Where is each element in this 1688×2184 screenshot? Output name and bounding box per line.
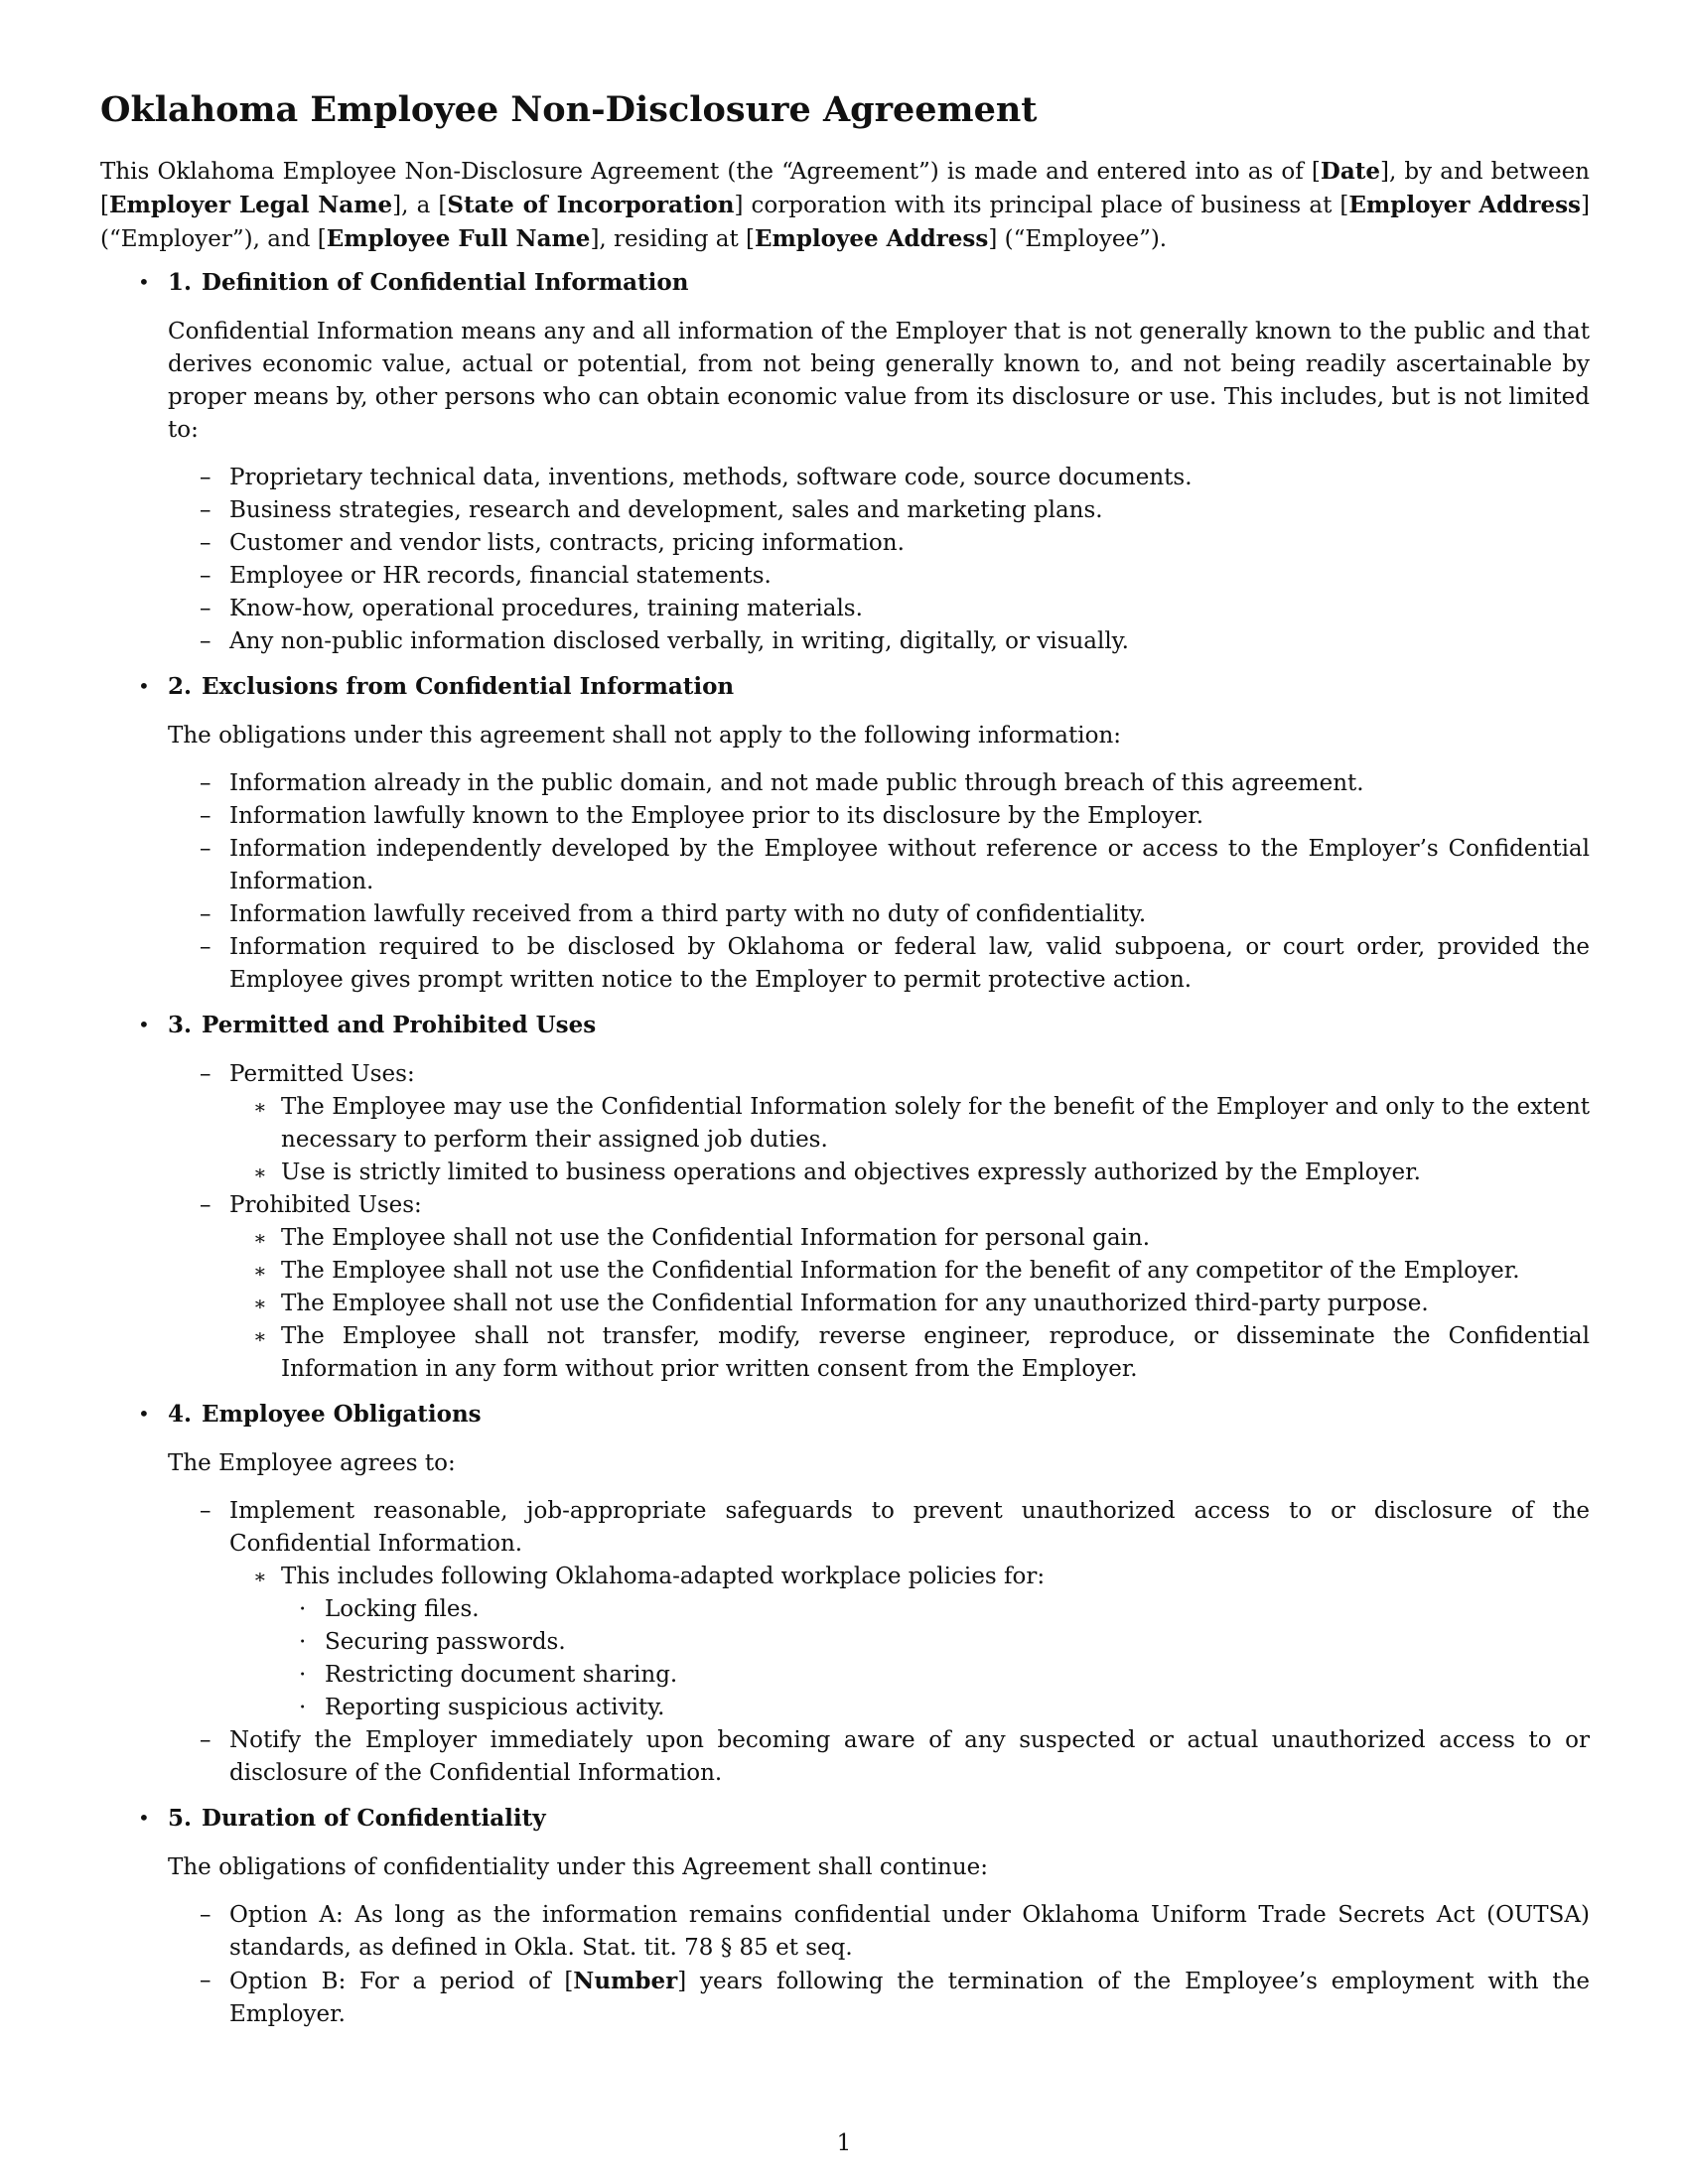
list-item: – Know-how, operational procedures, training materials. — [200, 596, 863, 621]
bullet-marker: • — [138, 1806, 150, 1830]
list-item: – Implement reasonable, job-appropriate safeguards to prevent unauthorized access to or disclosure of the Confidential Information. ∗ This includes following Oklahoma-adapted workplace policies for: · Locking files. · Securing passwords. · Restricting document sharing. · Reporting suspicious activity. — [229, 1495, 1590, 1724]
list-item: – Information required to be disclosed by Oklahoma or federal law, valid subpoena, or court order, provided the Employee gives prompt written notice to the Employer to permit protective action. — [200, 934, 1590, 993]
list — [168, 1495, 1590, 1790]
bullet-marker: • — [138, 270, 150, 294]
list-item: – Proprietary technical data, inventions, methods, software code, source documents. — [200, 465, 1193, 490]
policy-item: · Locking files. — [299, 1596, 480, 1622]
section-5 — [100, 1802, 1590, 2031]
policy-item: · Securing passwords. — [299, 1629, 566, 1655]
sublist-item: ∗ The Employee shall not transfer, modify, reverse engineer, reproduce, or disseminate the Confidential Information in any form without prior written consent from the Employer. — [253, 1323, 1590, 1382]
sublist — [229, 1091, 1590, 1189]
document-title: Oklahoma Employee Non-Disclosure Agreement — [100, 89, 1038, 130]
sublist-item: ∗ Use is strictly limited to business operations and objectives expressly authorized by the Employer. — [253, 1160, 1421, 1185]
prohibited-uses-item: – Prohibited Uses: ∗ The Employee shall not use the Confidential Information for personal gain. ∗ The Employee shall not use the Confidential Information for the benefit of any competitor of the Employer. ∗ The Employee shall not use the Confidential Information for any unauthorized third-party purpose. ∗ The Employee shall not transfer, modify, reverse engineer, reproduce, or disseminate the Confidential Information in any form without prior written consent from the Employer. — [229, 1189, 1590, 1386]
option-b-item: – Option B: For a period of [Number] years following the termination of the Employee’s employment with the Employer. — [200, 1968, 1590, 2027]
section-text: The obligations under this agreement shall not apply to the following information: — [168, 723, 1122, 749]
list-item: – Any non-public information disclosed verbally, in writing, digitally, or visually. — [200, 628, 1129, 654]
policy-item: · Restricting document sharing. — [299, 1662, 678, 1688]
sublist-item: ∗ The Employee shall not use the Confidential Information for personal gain. — [253, 1225, 1151, 1251]
list-item: – Information lawfully received from a third party with no duty of confidentiality. — [200, 901, 1147, 927]
section-heading: 1. Definition of Confidential Information — [168, 269, 689, 296]
list-item: – Information independently developed by the Employee without reference or access to the Employer’s Confidential Information. — [200, 836, 1590, 894]
list — [168, 1899, 1590, 2031]
list-item: – Employee or HR records, financial statements. — [200, 563, 772, 589]
section-text: The Employee agrees to: — [168, 1450, 456, 1476]
sublist-item: ∗ The Employee shall not use the Confidential Information for the benefit of any competitor of the Employer. — [253, 1258, 1520, 1284]
sublist — [229, 1222, 1590, 1386]
employer-address-field: Employer Address — [1348, 192, 1581, 218]
sublist-item: ∗ The Employee may use the Confidential Information solely for the benefit of the Employer and only to the extent necessary to perform their assigned job duties. — [253, 1094, 1590, 1153]
list — [168, 462, 1590, 658]
intro-paragraph: This Oklahoma Employee Non-Disclosure Agreement (the “Agreement”) is made and entered into as of [Date], by and between [Employer Legal Name], a [State of Incorporation] corporation with its principal place of business at [Employer Address] (“Employer”), and [Employee Full Name], residing at [Employee Address] (“Employee”). — [100, 158, 1590, 252]
list-item: – Information already in the public domain, and not made public through breach of this agreement. — [200, 770, 1364, 796]
sublist — [229, 1561, 1590, 1724]
section-1 — [100, 266, 1590, 658]
list-item: – Notify the Employer immediately upon becoming aware of any suspected or actual unauthorized access to or disclosure of the Confidential Information. — [200, 1727, 1590, 1786]
sublist-item: ∗ This includes following Oklahoma-adapted workplace policies for: · Locking files. · Securing passwords. · Restricting document sharing. · Reporting suspicious activity. — [281, 1561, 1590, 1724]
list-item: – Customer and vendor lists, contracts, pricing information. — [200, 530, 905, 556]
state-field: State of Incorporation — [447, 192, 735, 218]
employee-address-field: Employee Address — [754, 225, 989, 252]
number-field: Number — [573, 1968, 678, 1994]
section-heading: 2. Exclusions from Confidential Information — [168, 673, 735, 700]
section-heading: 5. Duration of Confidentiality — [168, 1805, 546, 1832]
policy-item: · Reporting suspicious activity. — [299, 1695, 665, 1720]
policy-list — [281, 1593, 1590, 1724]
section-text: The obligations of confidentiality under this Agreement shall continue: — [168, 1854, 989, 1880]
section-4 — [100, 1398, 1590, 1790]
section-heading: 3. Permitted and Prohibited Uses — [168, 1012, 597, 1038]
page-number: 1 — [836, 2130, 852, 2156]
option-a-item: – Option A: As long as the information remains confidential under Oklahoma Uniform Trade Secrets Act (OUTSA) standards, as defined in Okla. Stat. tit. 78 § 85 et seq. — [200, 1902, 1590, 1961]
bullet-marker: • — [138, 1402, 150, 1426]
employee-name-field: Employee Full Name — [326, 225, 591, 252]
section-heading: 4. Employee Obligations — [168, 1401, 482, 1428]
permitted-uses-item: – Permitted Uses: ∗ The Employee may use the Confidential Information solely for the benefit of the Employer and only to the extent necessary to perform their assigned job duties. ∗ Use is strictly limited to business operations and objectives expressly authorized by the Employer. — [229, 1058, 1590, 1189]
list — [168, 1058, 1590, 1386]
employer-name-field: Employer Legal Name — [108, 192, 393, 218]
list-item: – Information lawfully known to the Employee prior to its disclosure by the Employer. — [200, 803, 1204, 829]
bullet-marker: • — [138, 1013, 150, 1036]
section-2 — [100, 670, 1590, 997]
bullet-marker: • — [138, 674, 150, 698]
section-text: Confidential Information means any and all information of the Employer that is not generally known to the public and that derives economic value, actual or potential, from not being generally known to, and not being readily ascertainable by proper means by, other persons who can obtain economic value from its disclosure or use. This includes, but is not limited to: — [168, 319, 1590, 443]
list-item: – Business strategies, research and development, sales and marketing plans. — [200, 497, 1103, 523]
section-3 — [100, 1009, 1590, 1386]
sublist-item: ∗ The Employee shall not use the Confidential Information for any unauthorized third-party purpose. — [253, 1291, 1429, 1316]
date-field: Date — [1320, 158, 1380, 185]
list — [168, 767, 1590, 997]
document-page — [100, 87, 1590, 2043]
